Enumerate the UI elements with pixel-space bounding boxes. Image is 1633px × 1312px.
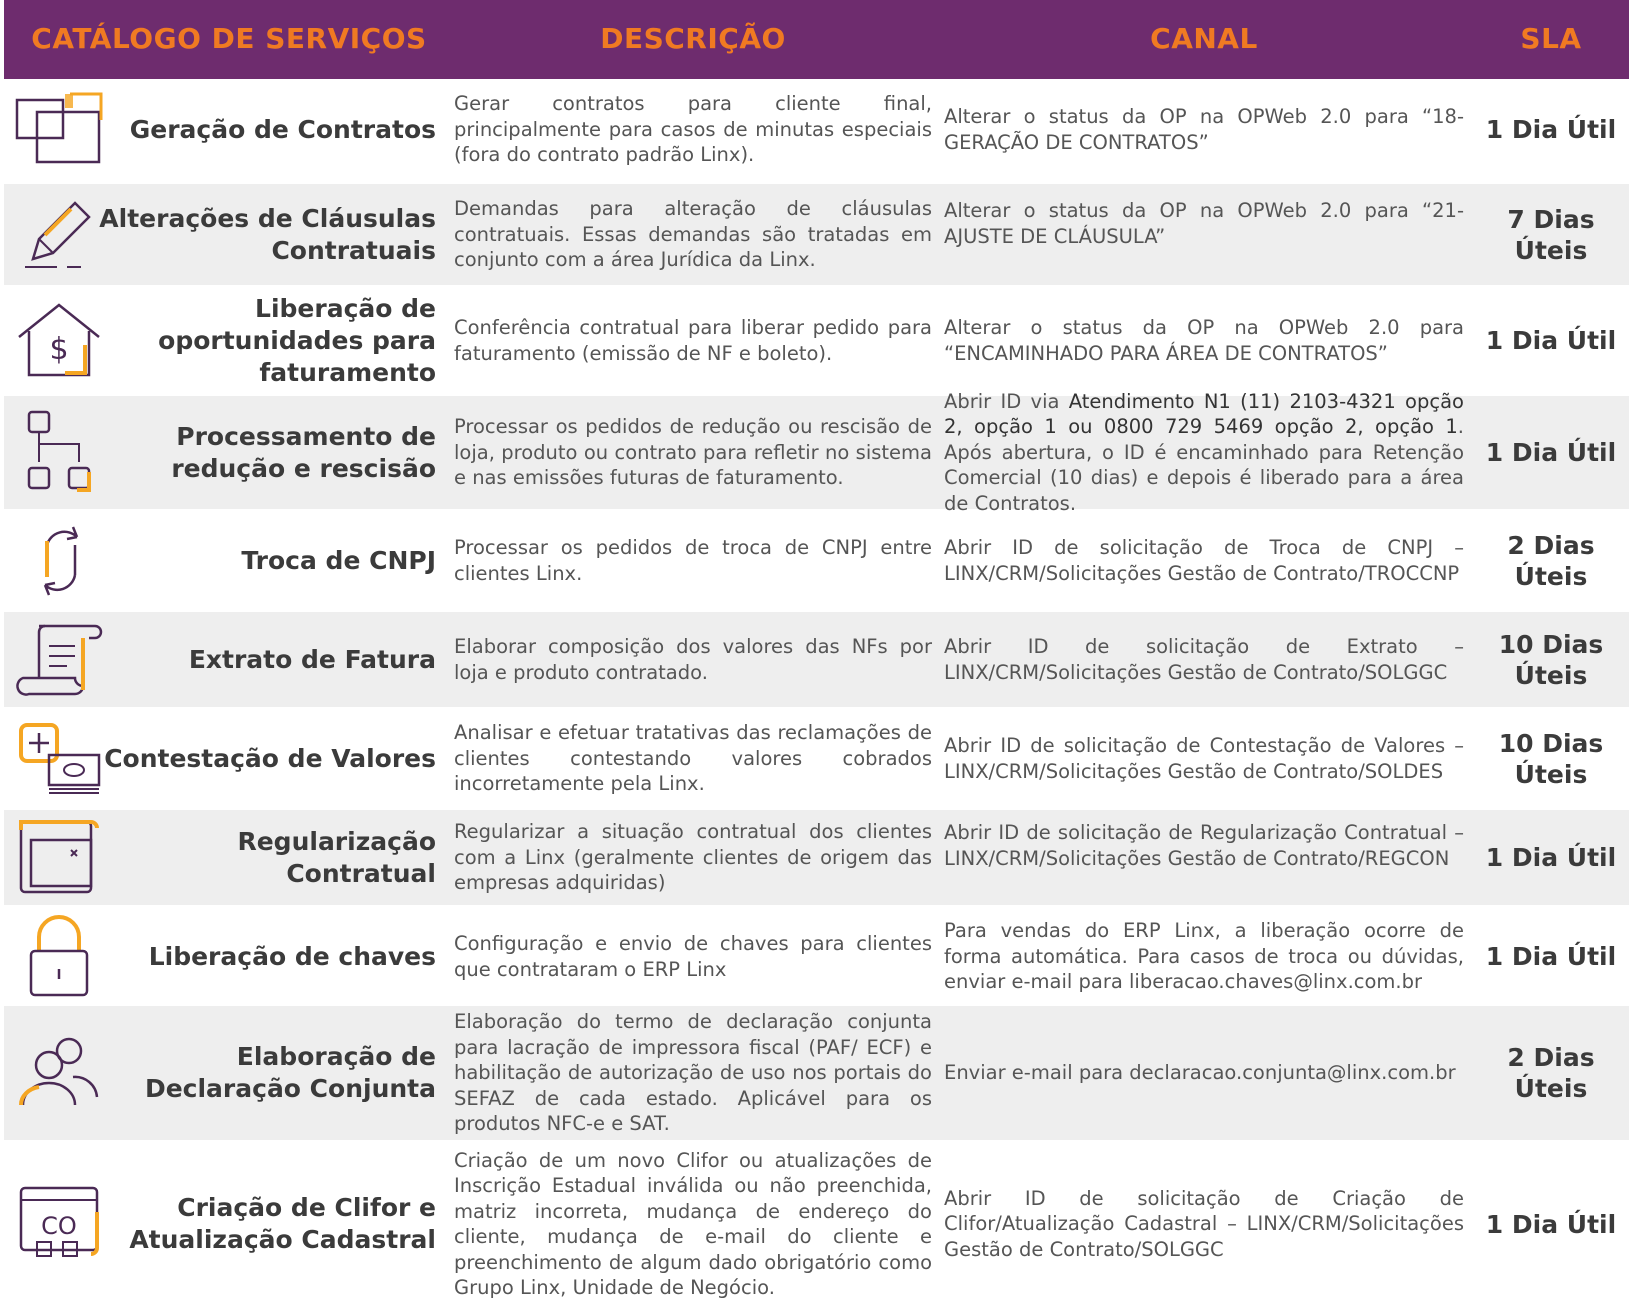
- table-row: [4, 612, 1629, 707]
- service-sla: 1 Dia Útil: [1485, 1209, 1617, 1239]
- service-sla: 2 Dias Úteis: [1507, 530, 1595, 591]
- service-channel: Alterar o status da OP na OPWeb 2.0 para “21-AJUSTE DE CLÁUSULA”: [944, 199, 1464, 248]
- service-description: Regularizar a situação contratual dos clientes com a Linx (geralmente clientes de origem das empresas adquiridas): [454, 820, 932, 895]
- service-sla: 1 Dia Útil: [1485, 843, 1617, 872]
- service-channel: Abrir ID de solicitação de Extrato – LINX/CRM/Solicitações Gestão de Contrato/SOLGGC: [944, 635, 1464, 684]
- service-description: Analisar e efetuar tratativas das reclamações de clientes contestando valores cobrados incorretamente pela Linx.: [454, 721, 932, 796]
- table-header: [4, 0, 1629, 79]
- service-name: Liberação de chaves: [148, 941, 436, 971]
- table-row: [4, 389, 1629, 515]
- service-description: Elaboração do termo de declaração conjunta para lacração de impressora fiscal (PAF/ ECF) e habilitação de autorização de uso nos portais do SEFAZ de cada estado. Aplicável para os produtos NFC-e e SAT.: [454, 1010, 932, 1136]
- service-sla: 10 Dias Úteis: [1498, 728, 1604, 789]
- header-sla: SLA: [1520, 22, 1582, 55]
- service-description: Elaborar composição dos valores das NFs por loja e produto contratado.: [454, 635, 932, 684]
- service-sla: 1 Dia Útil: [1485, 326, 1617, 355]
- svg-text:$: $: [49, 331, 69, 367]
- service-name: Criação de Clifor e Atualização Cadastral: [129, 1193, 436, 1254]
- service-channel: Enviar e-mail para declaracao.conjunta@linx.com.br: [944, 1061, 1456, 1085]
- table-row: [4, 289, 1629, 392]
- service-name: Contestação de Valores: [104, 743, 436, 773]
- service-channel: Alterar o status da OP na OPWeb 2.0 para “ENCAMINHADO PARA ÁREA DE CONTRATOS”: [944, 316, 1464, 365]
- service-description: Gerar contratos para cliente final, principalmente para casos de minutas especiais (fora do contrato padrão Linx).: [454, 92, 932, 167]
- service-channel: Para vendas do ERP Linx, a liberação ocorre de forma automática. Para casos de troca ou dúvidas, enviar e-mail para liberacao.chaves@linx.com.br: [944, 919, 1464, 994]
- svg-text:CO: CO: [41, 1212, 77, 1240]
- service-sla: 1 Dia Útil: [1485, 115, 1617, 144]
- service-name: Troca de CNPJ: [241, 545, 436, 575]
- service-description: Demandas para alteração de cláusulas contratuais. Essas demandas são tratadas em conjunto com a área Jurídica da Linx.: [454, 197, 932, 272]
- table-row: [4, 711, 1629, 806]
- service-sla: 7 Dias Úteis: [1507, 204, 1595, 265]
- table-row: [4, 1006, 1629, 1140]
- service-description: Processar os pedidos de troca de CNPJ entre clientes Linx.: [454, 536, 932, 585]
- service-description: Criação de um novo Clifor ou atualizações de Inscrição Estadual inválida ou não preenchida, matriz incorreta, mudança de endereço do cliente, mudança de e-mail do cliente e preenchimento de algum dado obrigatório como Grupo Linx, Unidade de Negócio.: [454, 1148, 932, 1299]
- service-name: Alterações de Cláusulas Contratuais: [99, 203, 436, 265]
- table-row: [4, 810, 1629, 905]
- service-description: Configuração e envio de chaves para clientes que contrataram o ERP Linx: [454, 932, 932, 981]
- service-name: Liberação de oportunidades para faturamento: [158, 293, 436, 387]
- service-name: Processamento de redução e rescisão: [171, 421, 436, 483]
- service-sla: 1 Dia Útil: [1485, 942, 1617, 971]
- service-name: Regularização Contratual: [237, 826, 436, 888]
- service-sla: 10 Dias Úteis: [1498, 629, 1604, 690]
- service-channel: Alterar o status da OP na OPWeb 2.0 para “18-GERAÇÃO DE CONTRATOS”: [944, 105, 1464, 154]
- service-description: Processar os pedidos de redução ou rescisão de loja, produto ou contrato para refletir no sistema e nas emissões futuras de faturamento.: [454, 415, 932, 490]
- table-row: [4, 184, 1629, 285]
- service-channel: Abrir ID de solicitação de Contestação de Valores – LINX/CRM/Solicitações Gestão de Contrato/SOLDES: [944, 734, 1464, 783]
- service-sla: 2 Dias Úteis: [1507, 1043, 1595, 1103]
- service-channel: Abrir ID de solicitação de Regularização Contratual – LINX/CRM/Solicitações Gestão de Contrato/REGCON: [944, 821, 1464, 870]
- table-row: [4, 79, 1629, 180]
- header-catalog: CATÁLOGO DE SERVIÇOS: [31, 22, 427, 55]
- service-sla: 1 Dia Útil: [1485, 438, 1617, 467]
- service-channel: Abrir ID de solicitação de Troca de CNPJ – LINX/CRM/Solicitações Gestão de Contrato/TROCCNP: [944, 536, 1464, 585]
- service-channel: Abrir ID via Atendimento N1 (11) 2103-4321 opção 2, opção 1 ou 0800 729 5469 opção 2, opção 1. Após abertura, o ID é encaminhado para Retenção Comercial (10 dias) e depois é liberado para a área de Contratos.: [944, 389, 1464, 515]
- service-name: Geração de Contratos: [129, 114, 436, 144]
- header-description: DESCRIÇÃO: [600, 22, 786, 55]
- service-name: Elaboração de Declaração Conjunta: [144, 1042, 436, 1103]
- table-row: [4, 1144, 1629, 1304]
- service-channel: Abrir ID de solicitação de Criação de Clifor/Atualização Cadastral – LINX/CRM/Solicitações Gestão de Contrato/SOLGGC: [944, 1186, 1464, 1261]
- header-channel: CANAL: [1150, 22, 1258, 55]
- service-description: Conferência contratual para liberar pedido para faturamento (emissão de NF e boleto).: [454, 316, 932, 365]
- service-name: Extrato de Fatura: [188, 644, 436, 674]
- table-row: [4, 909, 1629, 1004]
- table-row: [4, 513, 1629, 608]
